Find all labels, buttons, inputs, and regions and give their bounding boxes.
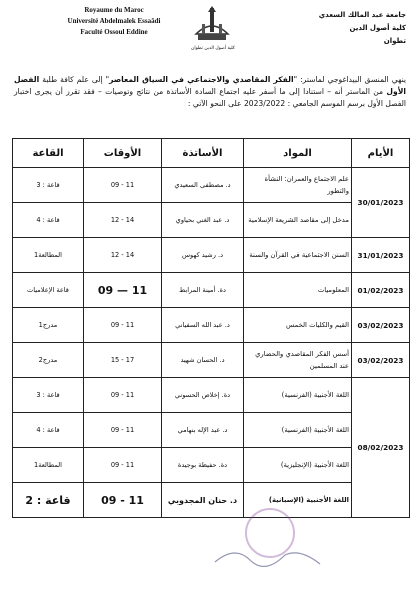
day-cell: 03/02/2023 [352,343,410,378]
room-cell: مدرج1 [13,308,84,343]
course-cell: مدخل إلى مقاصد الشريعة الإسلامية [244,203,352,238]
professor-cell: دة. أمينة المرابط [162,273,244,308]
professor-cell: د. مصطفى السعيدي [162,168,244,203]
day-cell: 30/01/2023 [352,168,410,238]
table-row [13,308,410,343]
table-row [13,413,410,448]
header-line: كلية أصول الدين [349,24,406,32]
faculty-logo-icon [190,4,234,48]
professor-cell: دة. إخلاص الحسوني [162,378,244,413]
col-header-times: الأوقات [84,139,162,168]
table-header-row [13,139,410,168]
professor-cell: د. حنان المجدوبي [162,483,244,518]
room-cell: مدرج2 [13,343,84,378]
day-cell: 01/02/2023 [352,273,410,308]
professor-cell: دة. حفيظة بوجيدة [162,448,244,483]
header-line: جامعة عبد المالك السعدي [318,11,406,19]
course-cell: المعلوميات [244,273,352,308]
room-cell: المطالعة1 [13,238,84,273]
table-row [13,238,410,273]
intro-text: " إلى علم كافة طلبة [39,75,110,84]
professor-cell: د. الحسان شهيد [162,343,244,378]
time-cell: 12 - 14 [84,238,162,273]
header-line: Université Abdelmalek Essaâdi [67,17,161,25]
professor-cell: د. عبد الله السفياني [162,308,244,343]
intro-paragraph [14,74,406,110]
col-header-rooms: القاعة [13,139,84,168]
logo-caption: كلية أصول الدين تطوان [191,46,235,51]
time-cell: 15 - 17 [84,343,162,378]
time-cell: 12 - 14 [84,203,162,238]
room-cell: قاعة : 3 [13,378,84,413]
time-cell: 09 - 11 [84,308,162,343]
course-cell: اللغة الأجنبية (الإسبانية) [244,483,352,518]
header-line: Royaume du Maroc [84,6,144,14]
col-header-subjects: المواد [244,139,352,168]
document-header [0,0,418,70]
course-cell: اللغة الأجنبية (الإنجليزية) [244,448,352,483]
intro-text: ينهي المنسق البيداغوجي لماستر: " [293,75,406,84]
header-french [44,5,184,38]
professor-cell: د. عبد الإله بنهامي [162,413,244,448]
table-row [13,273,410,308]
master-title: الفكر المقاصدي والاجتماعي في السياق المعاصر [109,75,294,84]
room-cell: المطالعة1 [13,448,84,483]
course-cell: اللغة الأجنبية (الفرنسية) [244,413,352,448]
room-cell: قاعة : 4 [13,413,84,448]
time-cell: 09 - 11 [84,483,162,518]
col-header-days: الأيام [352,139,410,168]
table-row [13,168,410,203]
table-row [13,448,410,483]
table-row [13,203,410,238]
signature-icon [210,540,330,570]
header-line: تطوان [383,37,406,45]
table-row [13,483,410,518]
room-cell: قاعة : 2 [13,483,84,518]
header-arabic [316,9,406,48]
exam-schedule-table [12,138,410,518]
professor-cell: د. رشيد كهوس [162,238,244,273]
header-line: Faculté Ossoul Eddine [80,28,148,36]
course-cell: اللغة الأجنبية (الفرنسية) [244,378,352,413]
room-cell: قاعة : 3 [13,168,84,203]
room-cell: قاعة : 4 [13,203,84,238]
time-cell: 09 — 11 [84,273,162,308]
day-cell: 08/02/2023 [352,378,410,518]
course-cell: أسس الفكر المقاصدي والحضاري عند المسلمين [244,343,352,378]
intro-text: من الماستر أنه – استنادا إلى ما أسفر عليه اجتماع السادة الأساتذة من نتائج وتوصيات – فقد تقرر أن يجرى اختبار الفصل الأول برسم الموسم الجامعي : 2023/2022 على النحو الآتي : [14,87,406,108]
time-cell: 09 - 11 [84,413,162,448]
time-cell: 09 - 11 [84,378,162,413]
table-row [13,378,410,413]
day-cell: 03/02/2023 [352,308,410,343]
table-row [13,343,410,378]
course-cell: علم الاجتماع والعمران: النشأة والتطور [244,168,352,203]
time-cell: 09 - 11 [84,168,162,203]
time-cell: 09 - 11 [84,448,162,483]
room-cell: قاعة الإعلاميات [13,273,84,308]
course-cell: القيم والكليات الخمس [244,308,352,343]
day-cell: 31/01/2023 [352,238,410,273]
professor-cell: د. عبد الغني بحياوي [162,203,244,238]
col-header-professors: الأساتذة [162,139,244,168]
course-cell: السنن الاجتماعية في القرآن والسنة [244,238,352,273]
semester-label: الفصل الأول [14,75,406,96]
